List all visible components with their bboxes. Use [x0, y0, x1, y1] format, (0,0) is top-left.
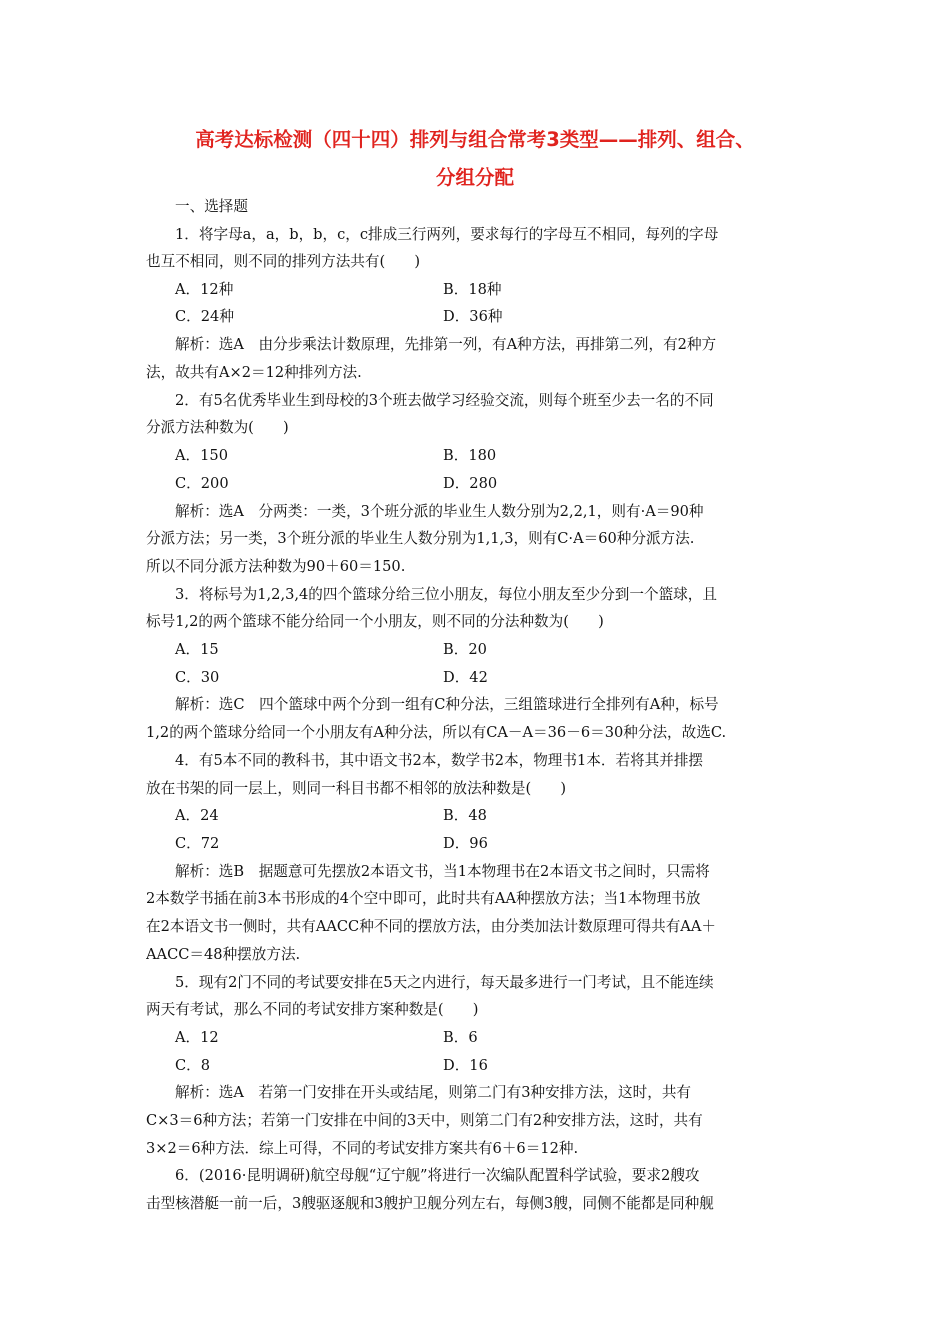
solution-3-line-2: 1,2的两个篮球分给同一个小朋友有A种分法，所以有CA－A＝36－6＝30种分法，故选C.: [146, 724, 727, 741]
question-4-line-1: 4．有5本不同的教科书，其中语文书2本，数学书2本，物理书1本．若将其并排摆: [175, 752, 704, 769]
solution-5-line-3: 3×2＝6种方法．综上可得，不同的考试安排方案共有6＋6＝12种.: [146, 1140, 579, 1157]
solution-5-line-1: 解析：选A 若第一门安排在开头或结尾，则第二门有3种安排方法，这时，共有: [175, 1084, 692, 1101]
question-1-option-b: B．18种: [443, 281, 502, 298]
solution-4-line-1: 解析：选B 据题意可先摆放2本语文书，当1本物理书在2本语文书之间时，只需将: [175, 863, 710, 880]
question-1-line-2: 也互不相同，则不同的排列方法共有( ): [146, 253, 421, 270]
question-2-line-2: 分派方法种数为( ): [146, 419, 289, 436]
question-2-line-1: 2．有5名优秀毕业生到母校的3个班去做学习经验交流，则每个班至少去一名的不同: [175, 392, 714, 409]
question-3-option-d: D．42: [443, 669, 488, 686]
question-4-option-b: B．48: [443, 807, 487, 824]
question-5-line-2: 两天有考试，那么不同的考试安排方案种数是( ): [146, 1001, 479, 1018]
solution-3-line-1: 解析：选C 四个篮球中两个分到一组有C种分法，三组篮球进行全排列有A种，标号: [175, 696, 719, 713]
question-2-option-c: C．200: [175, 475, 229, 492]
question-2-option-a: A．150: [175, 447, 228, 464]
question-1-line-1: 1．将字母a，a，b，b，c，c排成三行两列，要求每行的字母互不相同，每列的字母: [175, 226, 719, 243]
solution-1-line-2: 法，故共有A×2＝12种排列方法.: [146, 364, 362, 381]
question-3-option-c: C．30: [175, 669, 220, 686]
question-1-option-a: A．12种: [175, 281, 234, 298]
question-4-option-c: C．72: [175, 835, 220, 852]
question-2-option-b: B．180: [443, 447, 497, 464]
question-3-line-2: 标号1,2的两个篮球不能分给同一个小朋友，则不同的分法种数为( ): [146, 613, 604, 630]
solution-2-line-1: 解析：选A 分两类：一类，3个班分派的毕业生人数分别为2,2,1，则有·A＝90种: [175, 503, 704, 520]
solution-4-line-2: 2本数学书插在前3本书形成的4个空中即可，此时共有AA种摆放方法；当1本物理书放: [146, 890, 701, 907]
solution-1-line-1: 解析：选A 由分步乘法计数原理，先排第一列，有A种方法，再排第二列，有2种方: [175, 336, 717, 353]
question-5-option-d: D．16: [443, 1057, 488, 1074]
solution-2-line-3: 所以不同分派方法种数为90＋60＝150.: [146, 558, 406, 575]
question-5-option-a: A．12: [175, 1029, 219, 1046]
question-6-line-2: 击型核潜艇一前一后，3艘驱逐舰和3艘护卫舰分列左右，每侧3艘，同侧不能都是同种舰: [146, 1195, 714, 1212]
question-1-option-d: D．36种: [443, 308, 503, 325]
question-4-option-d: D．96: [443, 835, 488, 852]
question-4-line-2: 放在书架的同一层上，则同一科目书都不相邻的放法种数是( ): [146, 780, 567, 797]
solution-5-line-2: C×3＝6种方法；若第一门安排在中间的3天中，则第二门有2种安排方法，这时，共有: [146, 1112, 703, 1129]
question-3-line-1: 3．将标号为1,2,3,4的四个篮球分给三位小朋友，每位小朋友至少分到一个篮球，且: [175, 586, 717, 603]
question-4-option-a: A．24: [175, 807, 219, 824]
solution-4-line-3: 在2本语文书一侧时，共有AACC种不同的摆放方法，由分类加法计数原理可得共有AA＋: [146, 918, 716, 935]
section-heading: 一、选择题: [175, 198, 248, 215]
question-5-option-c: C．8: [175, 1057, 211, 1074]
solution-4-line-4: AACC＝48种摆放方法.: [146, 946, 301, 963]
question-2-option-d: D．280: [443, 475, 498, 492]
question-3-option-a: A．15: [175, 641, 219, 658]
page-title-line-1: 高考达标检测（四十四）排列与组合常考3类型——排列、组合、: [195, 128, 755, 151]
question-5-option-b: B．6: [443, 1029, 478, 1046]
question-3-option-b: B．20: [443, 641, 487, 658]
question-6-line-1: 6．(2016·昆明调研)航空母舰“辽宁舰”将进行一次编队配置科学试验，要求2艘攻: [175, 1167, 700, 1184]
question-1-option-c: C．24种: [175, 308, 234, 325]
solution-2-line-2: 分派方法；另一类，3个班分派的毕业生人数分别为1,1,3，则有C·A＝60种分派方法.: [146, 530, 695, 547]
question-5-line-1: 5．现有2门不同的考试要安排在5天之内进行，每天最多进行一门考试，且不能连续: [175, 974, 714, 991]
page-title-line-2: 分组分配: [435, 166, 514, 189]
